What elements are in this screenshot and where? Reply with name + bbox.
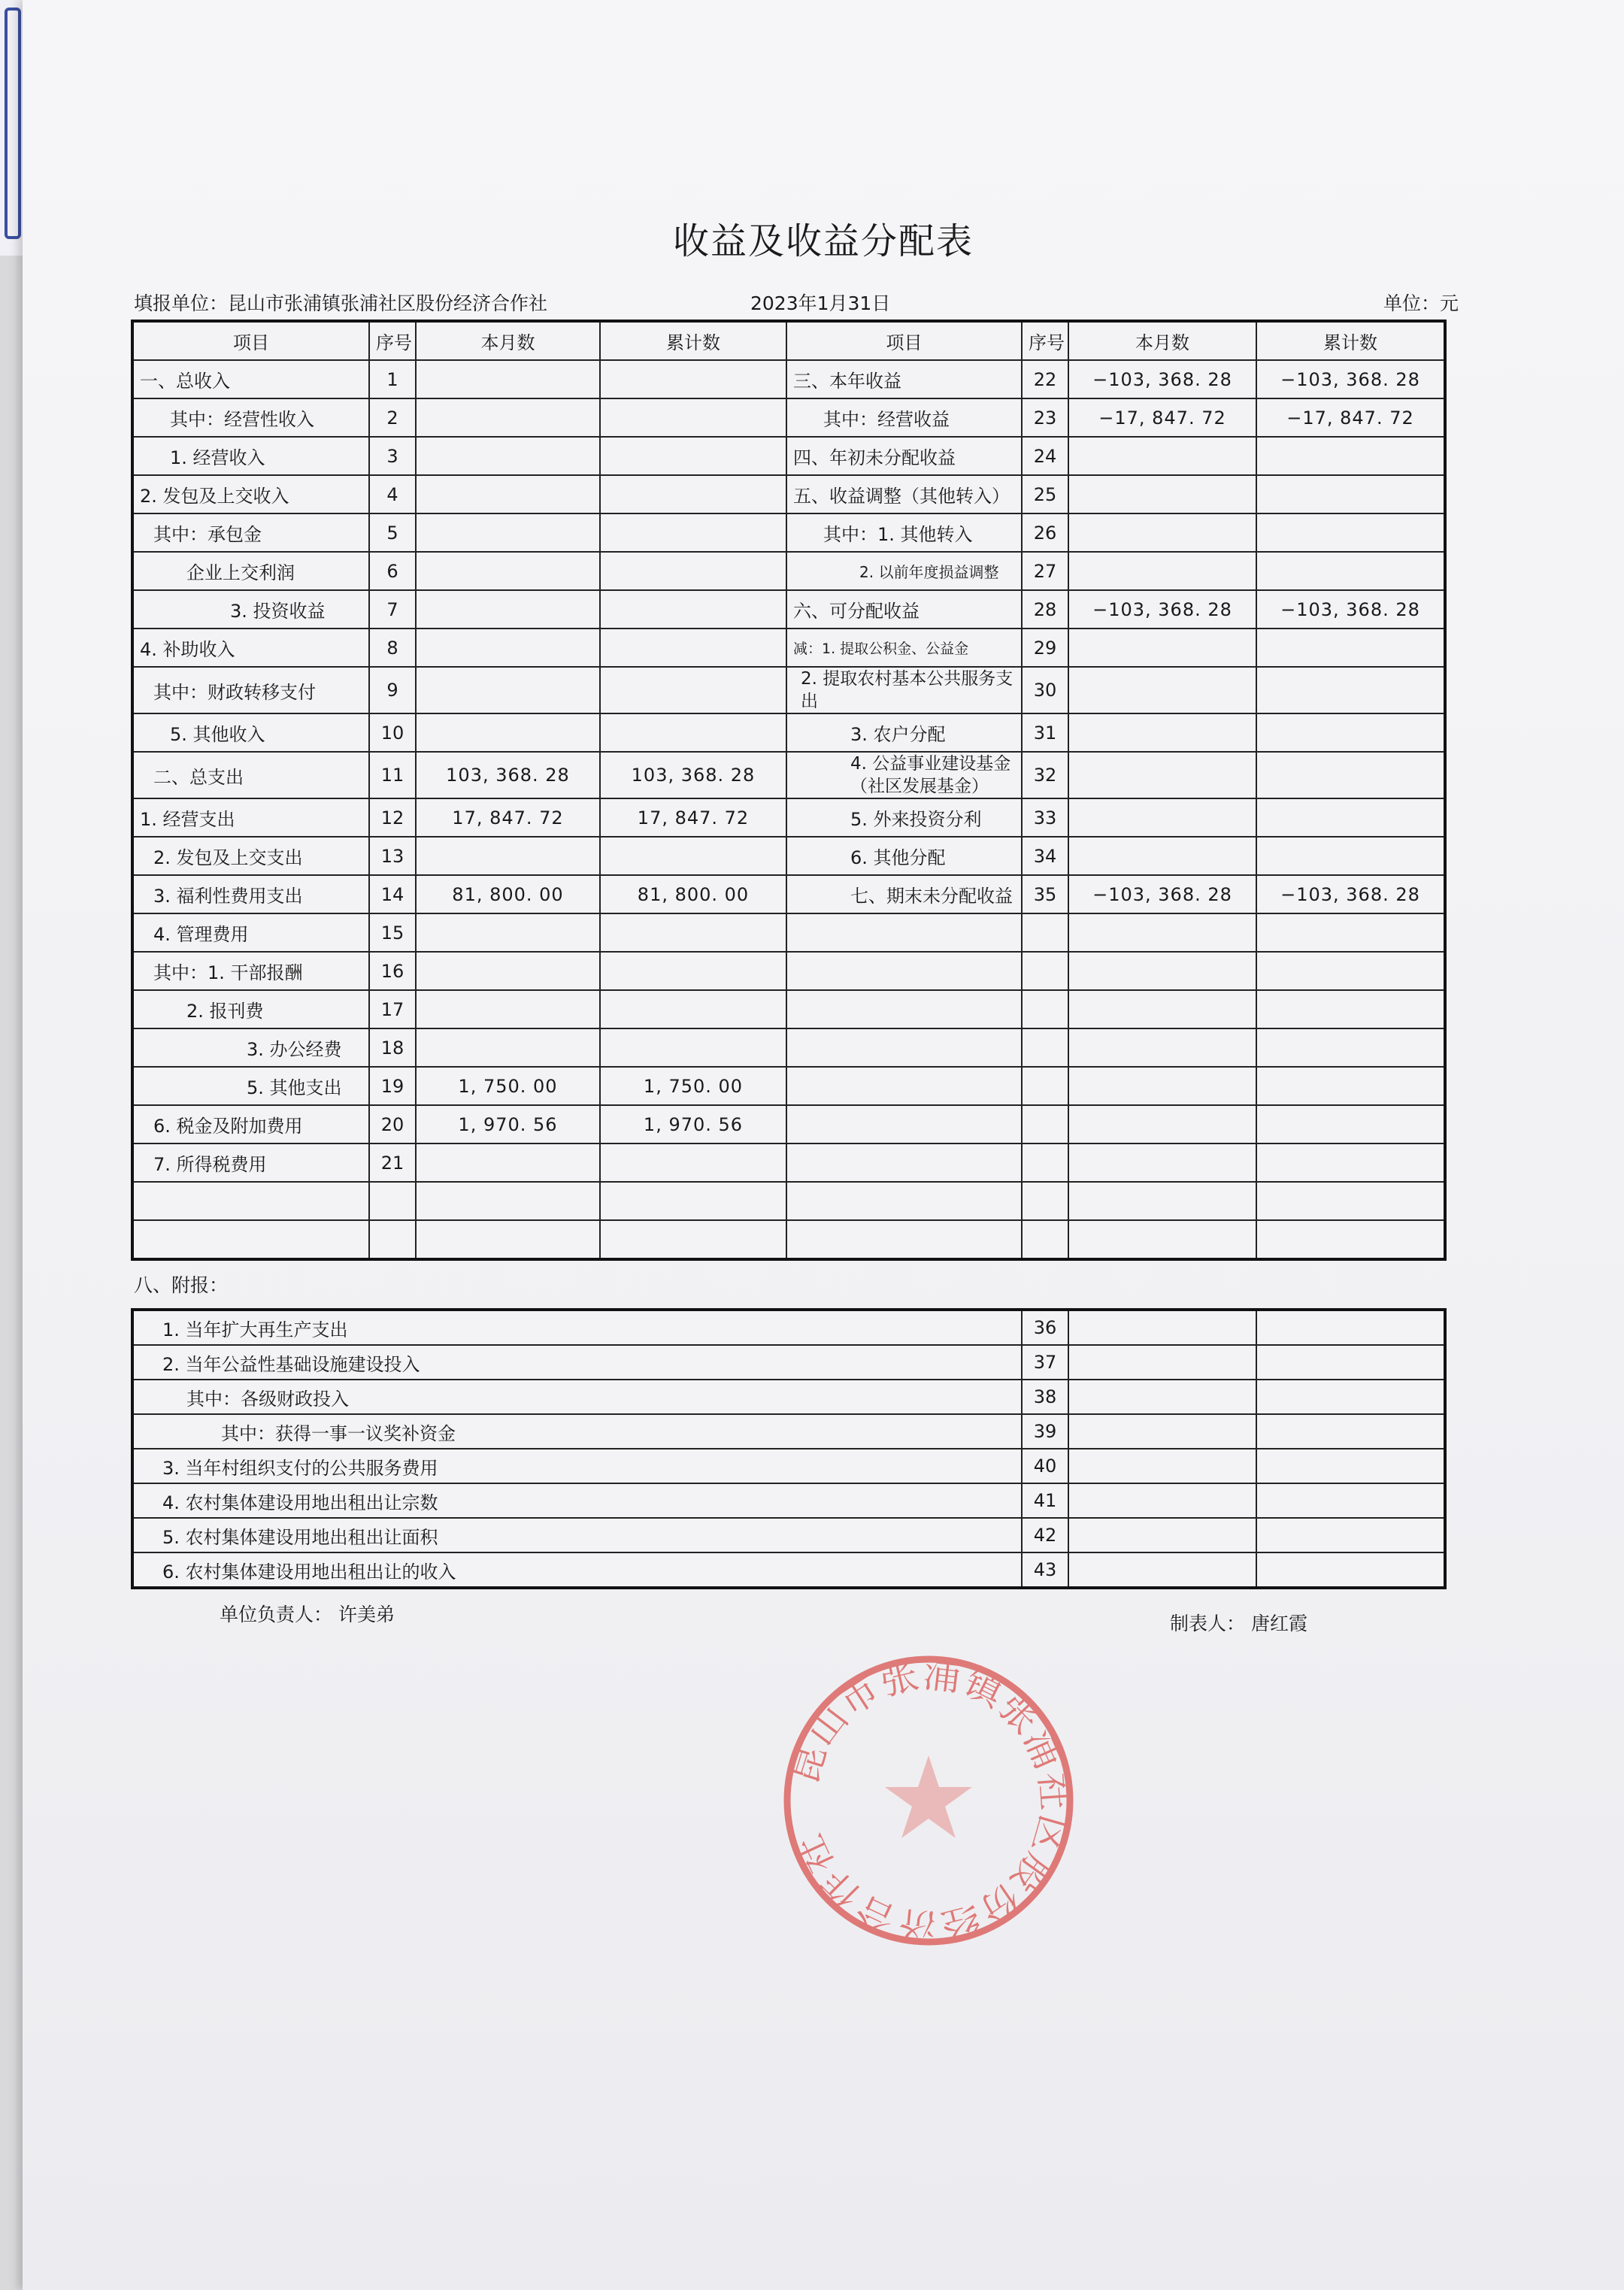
row-cumulative-left xyxy=(600,552,786,590)
supplement-current-month xyxy=(1068,1552,1256,1588)
supplement-label: 八、附报： xyxy=(134,1274,229,1296)
row-item-right: 其中：1. 其他转入 xyxy=(786,513,1022,552)
row-cumulative-left xyxy=(600,1028,786,1067)
row-current-month-left xyxy=(416,1028,600,1067)
row-item-right: 4. 公益事业建设基金（社区发展基金） xyxy=(786,752,1022,798)
row-current-month-left xyxy=(416,952,600,990)
row-cumulative-left xyxy=(600,398,786,437)
supplement-cumulative xyxy=(1256,1518,1445,1552)
table-row xyxy=(132,875,1445,913)
row-item-right xyxy=(786,1220,1022,1259)
row-cumulative-left xyxy=(600,629,786,667)
preparer-signature: 制表人： 唐红霞 xyxy=(1170,1613,1307,1634)
row-number-left: 12 xyxy=(369,798,416,837)
row-current-month-left xyxy=(416,837,600,875)
row-number-right xyxy=(1022,1220,1068,1259)
unit-head-signature: 单位负责人： 许美弟 xyxy=(220,1604,395,1625)
supplement-number: 43 xyxy=(1022,1552,1068,1588)
row-item-left: 3. 办公经费 xyxy=(132,1028,369,1067)
row-item-left: 其中：财政转移支付 xyxy=(132,667,369,713)
row-number-left: 6 xyxy=(369,552,416,590)
row-current-month-right: −103, 368. 28 xyxy=(1068,590,1256,629)
row-number-right xyxy=(1022,1105,1068,1143)
row-number-left: 21 xyxy=(369,1143,416,1182)
row-item-left: 企业上交利润 xyxy=(132,552,369,590)
row-number-right xyxy=(1022,990,1068,1028)
row-number-right: 24 xyxy=(1022,437,1068,475)
row-item-left: 5. 其他收入 xyxy=(132,713,369,752)
row-current-month-right xyxy=(1068,475,1256,513)
table-row xyxy=(132,513,1445,552)
row-current-month-right: −17, 847. 72 xyxy=(1068,398,1256,437)
row-number-right: 23 xyxy=(1022,398,1068,437)
row-number-right: 31 xyxy=(1022,713,1068,752)
row-current-month-right xyxy=(1068,990,1256,1028)
row-number-left: 2 xyxy=(369,398,416,437)
row-cumulative-right xyxy=(1256,667,1445,713)
row-cumulative-left: 17, 847. 72 xyxy=(600,798,786,837)
row-item-right: 五、收益调整（其他转入） xyxy=(786,475,1022,513)
row-number-left: 1 xyxy=(369,360,416,398)
col-header: 项目 xyxy=(132,321,369,360)
row-cumulative-right xyxy=(1256,837,1445,875)
table-row xyxy=(132,1182,1445,1220)
row-number-left: 5 xyxy=(369,513,416,552)
table-row xyxy=(132,360,1445,398)
row-number-left xyxy=(369,1220,416,1259)
row-current-month-right xyxy=(1068,1105,1256,1143)
row-cumulative-left xyxy=(600,667,786,713)
supplement-current-month xyxy=(1068,1449,1256,1483)
table-row xyxy=(132,437,1445,475)
row-cumulative-left xyxy=(600,837,786,875)
row-item-left: 5. 其他支出 xyxy=(132,1067,369,1105)
row-number-left: 9 xyxy=(369,667,416,713)
row-current-month-left xyxy=(416,398,600,437)
row-number-right: 27 xyxy=(1022,552,1068,590)
supplement-item: 其中：各级财政投入 xyxy=(132,1380,1022,1414)
row-item-right: 六、可分配收益 xyxy=(786,590,1022,629)
row-item-right: 七、期末未分配收益 xyxy=(786,875,1022,913)
row-number-right: 32 xyxy=(1022,752,1068,798)
row-current-month-left xyxy=(416,629,600,667)
table-row xyxy=(132,1143,1445,1182)
supplement-number: 39 xyxy=(1022,1414,1068,1449)
supplement-current-month xyxy=(1068,1414,1256,1449)
row-number-left: 11 xyxy=(369,752,416,798)
table-header-row xyxy=(132,321,1445,360)
row-number-left: 17 xyxy=(369,990,416,1028)
row-current-month-left xyxy=(416,990,600,1028)
row-cumulative-left xyxy=(600,475,786,513)
row-item-right xyxy=(786,1182,1022,1220)
row-item-left: 7. 所得税费用 xyxy=(132,1143,369,1182)
row-cumulative-right xyxy=(1256,752,1445,798)
row-current-month-left xyxy=(416,590,600,629)
col-header: 累计数 xyxy=(600,321,786,360)
row-number-right xyxy=(1022,913,1068,952)
row-number-right: 26 xyxy=(1022,513,1068,552)
row-item-right: 四、年初未分配收益 xyxy=(786,437,1022,475)
supplement-row xyxy=(132,1414,1445,1449)
row-number-left: 20 xyxy=(369,1105,416,1143)
row-current-month-right xyxy=(1068,513,1256,552)
row-item-right xyxy=(786,1105,1022,1143)
row-item-right: 3. 农户分配 xyxy=(786,713,1022,752)
row-item-right: 三、本年收益 xyxy=(786,360,1022,398)
table-row xyxy=(132,398,1445,437)
row-item-left: 其中：1. 干部报酬 xyxy=(132,952,369,990)
row-cumulative-right xyxy=(1256,1105,1445,1143)
row-cumulative-right xyxy=(1256,1220,1445,1259)
table-row xyxy=(132,990,1445,1028)
row-item-right: 6. 其他分配 xyxy=(786,837,1022,875)
row-current-month-left xyxy=(416,913,600,952)
row-cumulative-right: −17, 847. 72 xyxy=(1256,398,1445,437)
table-row xyxy=(132,552,1445,590)
supplement-row xyxy=(132,1449,1445,1483)
supplement-current-month xyxy=(1068,1483,1256,1518)
row-current-month-left: 1, 750. 00 xyxy=(416,1067,600,1105)
supplement-number: 42 xyxy=(1022,1518,1068,1552)
row-current-month-left: 1, 970. 56 xyxy=(416,1105,600,1143)
row-number-right: 33 xyxy=(1022,798,1068,837)
row-cumulative-right xyxy=(1256,952,1445,990)
row-current-month-right xyxy=(1068,1182,1256,1220)
row-current-month-right xyxy=(1068,1067,1256,1105)
row-item-right xyxy=(786,1028,1022,1067)
row-number-left: 7 xyxy=(369,590,416,629)
row-current-month-right: −103, 368. 28 xyxy=(1068,360,1256,398)
row-cumulative-right: −103, 368. 28 xyxy=(1256,360,1445,398)
col-header: 本月数 xyxy=(416,321,600,360)
row-current-month-right xyxy=(1068,798,1256,837)
supplement-cumulative xyxy=(1256,1483,1445,1518)
col-header: 项目 xyxy=(786,321,1022,360)
row-current-month-left: 81, 800. 00 xyxy=(416,875,600,913)
row-cumulative-right: −103, 368. 28 xyxy=(1256,590,1445,629)
row-number-right: 35 xyxy=(1022,875,1068,913)
row-number-left: 4 xyxy=(369,475,416,513)
supplement-cumulative xyxy=(1256,1310,1445,1345)
row-item-left: 4. 管理费用 xyxy=(132,913,369,952)
row-current-month-left xyxy=(416,1143,600,1182)
row-cumulative-right xyxy=(1256,437,1445,475)
row-number-right xyxy=(1022,1143,1068,1182)
row-item-left: 一、总收入 xyxy=(132,360,369,398)
row-cumulative-left xyxy=(600,590,786,629)
supplement-current-month xyxy=(1068,1345,1256,1380)
row-number-right xyxy=(1022,1182,1068,1220)
table-row xyxy=(132,475,1445,513)
row-cumulative-right xyxy=(1256,990,1445,1028)
table-row xyxy=(132,837,1445,875)
row-current-month-right xyxy=(1068,1028,1256,1067)
table-row xyxy=(132,713,1445,752)
row-current-month-left xyxy=(416,1220,600,1259)
row-item-right: 5. 外来投资分利 xyxy=(786,798,1022,837)
table-row xyxy=(132,590,1445,629)
supplement-item: 4. 农村集体建设用地出租出让宗数 xyxy=(132,1483,1022,1518)
row-cumulative-right xyxy=(1256,713,1445,752)
supplement-item: 5. 农村集体建设用地出租出让面积 xyxy=(132,1518,1022,1552)
row-cumulative-left xyxy=(600,990,786,1028)
row-item-left: 3. 投资收益 xyxy=(132,590,369,629)
row-item-left: 1. 经营支出 xyxy=(132,798,369,837)
supplement-row xyxy=(132,1310,1445,1345)
row-number-right: 34 xyxy=(1022,837,1068,875)
row-cumulative-right xyxy=(1256,913,1445,952)
row-number-left: 19 xyxy=(369,1067,416,1105)
row-current-month-left xyxy=(416,1182,600,1220)
row-item-left: 6. 税金及附加费用 xyxy=(132,1105,369,1143)
row-item-right: 2. 提取农村基本公共服务支出 xyxy=(786,667,1022,713)
row-cumulative-right xyxy=(1256,1143,1445,1182)
row-cumulative-left xyxy=(600,437,786,475)
supplement-number: 36 xyxy=(1022,1310,1068,1345)
supplement-current-month xyxy=(1068,1310,1256,1345)
page-title: 收益及收益分配表 xyxy=(672,220,974,262)
row-item-right xyxy=(786,952,1022,990)
row-item-left: 3. 福利性费用支出 xyxy=(132,875,369,913)
row-current-month-right xyxy=(1068,913,1256,952)
row-number-left: 14 xyxy=(369,875,416,913)
row-item-right xyxy=(786,990,1022,1028)
row-cumulative-right xyxy=(1256,475,1445,513)
supplement-number: 37 xyxy=(1022,1345,1068,1380)
row-number-left: 8 xyxy=(369,629,416,667)
row-current-month-right xyxy=(1068,437,1256,475)
row-cumulative-right xyxy=(1256,513,1445,552)
document-page xyxy=(23,0,1624,2290)
row-item-left: 其中：承包金 xyxy=(132,513,369,552)
row-number-right xyxy=(1022,1028,1068,1067)
row-current-month-right xyxy=(1068,837,1256,875)
supplement-item: 其中：获得一事一议奖补资金 xyxy=(132,1414,1022,1449)
supplement-item: 6. 农村集体建设用地出租出让的收入 xyxy=(132,1552,1022,1588)
row-current-month-left: 17, 847. 72 xyxy=(416,798,600,837)
row-cumulative-right xyxy=(1256,1067,1445,1105)
row-number-right: 28 xyxy=(1022,590,1068,629)
row-number-left xyxy=(369,1182,416,1220)
col-header: 序号 xyxy=(1022,321,1068,360)
row-number-right xyxy=(1022,1067,1068,1105)
row-cumulative-left xyxy=(600,360,786,398)
row-number-right: 22 xyxy=(1022,360,1068,398)
row-item-left: 4. 补助收入 xyxy=(132,629,369,667)
row-cumulative-left xyxy=(600,1182,786,1220)
svg-text:昆山市张浦镇张浦社区股份经济合作社: 昆山市张浦镇张浦社区股份经济合作社 xyxy=(782,1652,1077,1949)
row-cumulative-left xyxy=(600,913,786,952)
row-current-month-right xyxy=(1068,629,1256,667)
supplement-row xyxy=(132,1345,1445,1380)
row-cumulative-right xyxy=(1256,552,1445,590)
row-current-month-left xyxy=(416,513,600,552)
table-row xyxy=(132,913,1445,952)
row-number-right: 30 xyxy=(1022,667,1068,713)
table-row xyxy=(132,629,1445,667)
row-cumulative-left xyxy=(600,1143,786,1182)
row-item-right: 其中：经营收益 xyxy=(786,398,1022,437)
supplement-number: 41 xyxy=(1022,1483,1068,1518)
table-row xyxy=(132,752,1445,798)
row-number-left: 3 xyxy=(369,437,416,475)
row-current-month-left xyxy=(416,360,600,398)
supplement-number: 38 xyxy=(1022,1380,1068,1414)
supplement-item: 2. 当年公益性基础设施建设投入 xyxy=(132,1345,1022,1380)
row-cumulative-left: 1, 970. 56 xyxy=(600,1105,786,1143)
row-cumulative-left xyxy=(600,513,786,552)
row-cumulative-left xyxy=(600,1220,786,1259)
supplement-row xyxy=(132,1483,1445,1518)
supplement-cumulative xyxy=(1256,1380,1445,1414)
reporting-unit: 填报单位：昆山市张浦镇张浦社区股份经济合作社 xyxy=(134,292,548,314)
table-row xyxy=(132,1067,1445,1105)
row-number-left: 16 xyxy=(369,952,416,990)
row-item-left: 1. 经营收入 xyxy=(132,437,369,475)
row-item-right xyxy=(786,913,1022,952)
table-row xyxy=(132,667,1445,713)
row-current-month-left xyxy=(416,552,600,590)
row-current-month-right xyxy=(1068,1220,1256,1259)
row-current-month-left xyxy=(416,667,600,713)
supplement-row xyxy=(132,1518,1445,1552)
row-cumulative-left: 103, 368. 28 xyxy=(600,752,786,798)
row-current-month-right xyxy=(1068,713,1256,752)
row-cumulative-left: 81, 800. 00 xyxy=(600,875,786,913)
row-current-month-left xyxy=(416,437,600,475)
supplement-row xyxy=(132,1380,1445,1414)
report-date: 2023年1月31日 xyxy=(750,292,891,314)
row-number-right xyxy=(1022,952,1068,990)
row-current-month-right xyxy=(1068,552,1256,590)
supplement-number: 40 xyxy=(1022,1449,1068,1483)
row-item-left: 2. 报刊费 xyxy=(132,990,369,1028)
row-number-right: 25 xyxy=(1022,475,1068,513)
col-header: 累计数 xyxy=(1256,321,1445,360)
row-cumulative-right xyxy=(1256,629,1445,667)
row-cumulative-right: −103, 368. 28 xyxy=(1256,875,1445,913)
row-number-left: 13 xyxy=(369,837,416,875)
row-number-left: 18 xyxy=(369,1028,416,1067)
row-current-month-right xyxy=(1068,752,1256,798)
supplement-row xyxy=(132,1552,1445,1588)
row-item-right: 2. 以前年度损益调整 xyxy=(786,552,1022,590)
row-cumulative-right xyxy=(1256,798,1445,837)
supplement-current-month xyxy=(1068,1518,1256,1552)
col-header: 本月数 xyxy=(1068,321,1256,360)
row-number-left: 10 xyxy=(369,713,416,752)
row-item-left: 2. 发包及上交收入 xyxy=(132,475,369,513)
supplement-cumulative xyxy=(1256,1345,1445,1380)
row-item-left xyxy=(132,1182,369,1220)
row-current-month-left xyxy=(416,713,600,752)
table-row xyxy=(132,1028,1445,1067)
row-item-left: 其中：经营性收入 xyxy=(132,398,369,437)
supplement-table xyxy=(131,1308,1447,1589)
row-item-left: 二、总支出 xyxy=(132,752,369,798)
row-number-left: 15 xyxy=(369,913,416,952)
table-row xyxy=(132,1105,1445,1143)
row-cumulative-right xyxy=(1256,1182,1445,1220)
table-row xyxy=(132,798,1445,837)
row-number-right: 29 xyxy=(1022,629,1068,667)
row-item-left: 2. 发包及上交支出 xyxy=(132,837,369,875)
row-current-month-right xyxy=(1068,1143,1256,1182)
row-item-right xyxy=(786,1143,1022,1182)
row-cumulative-left: 1, 750. 00 xyxy=(600,1067,786,1105)
supplement-cumulative xyxy=(1256,1449,1445,1483)
supplement-current-month xyxy=(1068,1380,1256,1414)
left-edge-binder xyxy=(0,0,25,256)
row-item-right: 减：1. 提取公积金、公益金 xyxy=(786,629,1022,667)
row-current-month-left: 103, 368. 28 xyxy=(416,752,600,798)
row-current-month-left xyxy=(416,475,600,513)
supplement-cumulative xyxy=(1256,1414,1445,1449)
row-cumulative-left xyxy=(600,713,786,752)
row-cumulative-right xyxy=(1256,1028,1445,1067)
row-current-month-right xyxy=(1068,952,1256,990)
supplement-cumulative xyxy=(1256,1552,1445,1588)
row-item-left xyxy=(132,1220,369,1259)
row-current-month-right: −103, 368. 28 xyxy=(1068,875,1256,913)
supplement-item: 3. 当年村组织支付的公共服务费用 xyxy=(132,1449,1022,1483)
row-cumulative-left xyxy=(600,952,786,990)
row-current-month-right xyxy=(1068,667,1256,713)
official-seal xyxy=(778,1650,1079,1951)
col-header: 序号 xyxy=(369,321,416,360)
table-row xyxy=(132,952,1445,990)
table-row xyxy=(132,1220,1445,1259)
currency-unit: 单位：元 xyxy=(1383,292,1459,314)
income-distribution-table xyxy=(131,320,1447,1261)
supplement-item: 1. 当年扩大再生产支出 xyxy=(132,1310,1022,1345)
row-item-right xyxy=(786,1067,1022,1105)
